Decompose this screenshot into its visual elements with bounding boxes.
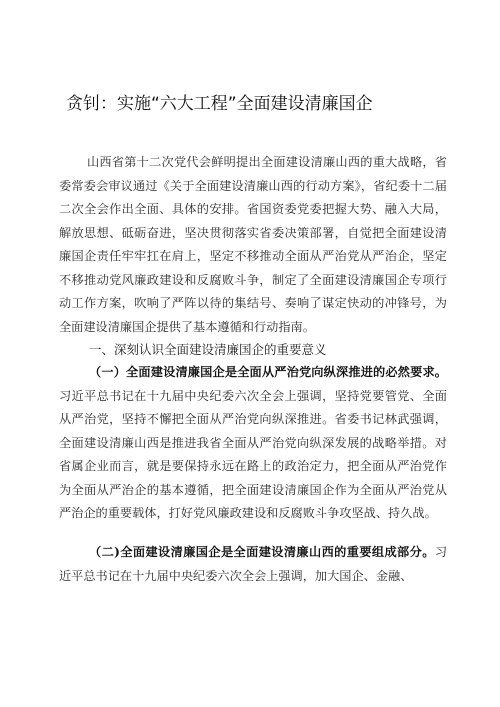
- point-two-paragraph: [59, 541, 447, 588]
- section-heading: 一、深刻认识全面建设清廉国企的重要意义: [89, 342, 327, 357]
- document-title: 贪钊：实施“六大工程”全面建设清廉国企: [66, 94, 373, 114]
- intro-paragraph: 山西省第十二次党代会鲜明提出全面建设清廉山西的重大战略，省委常委会审议通过《关于全面建设清廉山西的行动方案》，省纪委十二届二次全会作出全面、具体的安排。省国资委党委把握大势、融入大局，解放思想、砥砺奋进，坚决贯彻落实省委决策部署，自觉把全面建设清廉国企责任牢牢扛在肩上，坚定不移推动全面从严治党从严治企，坚定不移推动党风廉政建设和反腐败斗争，制定了全面建设清廉国企专项行动工作方案，吹响了严阵以待的集结号、奏响了谋定快动的冲锋号，为全面建设清廉国企提供了基本遵循和行动指南。: [59, 155, 447, 334]
- point-one-lead: （一）全面建设清廉国企是全面从严治党向纵深推进的必然要求。: [89, 365, 447, 379]
- point-two-lead: （二)全面建设清廉国企是全面建设清廉山西的重要组成部分。: [89, 545, 435, 559]
- point-one-paragraph: [59, 361, 447, 526]
- point-one-body: 习近平总书记在十九届中央纪委六次全会上强调，坚持党要管党、全面从严治党，坚持不懈把全面从严治党向纵深推进。省委书记林武强调，全面建设清廉山西是推进我省全面从严治党向纵深发展的战略举措。对省属企业而言，就是要保持永远在路上的政治定力，把全面从严治党作为全面从严治企的基本遵循，把全面建设清廉国企作为全面从严治党从严治企的重要载体，打好党风廉政建设和反腐败斗争攻坚战、持久战。: [59, 388, 447, 520]
- point-two-body: 习近平总书记在十九届中央纪委六次全会上强调，加大国企、金融、: [59, 545, 447, 583]
